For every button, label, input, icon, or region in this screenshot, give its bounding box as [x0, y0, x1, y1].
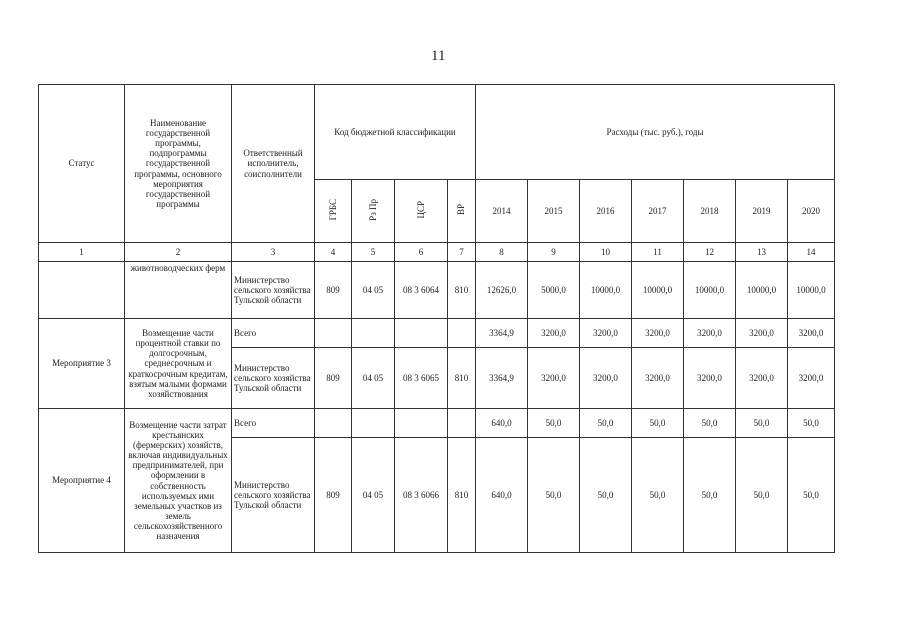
column-number: 7 [448, 243, 476, 262]
measure4-vr: 810 [448, 438, 476, 553]
header-year: 2020 [788, 180, 835, 243]
column-number: 14 [788, 243, 835, 262]
empty-cell [315, 319, 352, 348]
measure4-total-value: 50,0 [736, 409, 788, 438]
header-rzpr [352, 180, 395, 243]
measure3-total-value: 3200,0 [580, 319, 632, 348]
row-name: животноводческих ферм [125, 262, 232, 319]
header-year: 2014 [476, 180, 528, 243]
row-value: 5000,0 [528, 262, 580, 319]
measure3-csr: 08 3 6065 [395, 348, 448, 409]
measure4-value: 50,0 [580, 438, 632, 553]
row-value: 10000,0 [684, 262, 736, 319]
measure4-responsible: Министерство сельского хозяйства Тульской области [232, 438, 315, 553]
header-year: 2018 [684, 180, 736, 243]
measure3-vr: 810 [448, 348, 476, 409]
column-number: 12 [684, 243, 736, 262]
column-number: 8 [476, 243, 528, 262]
column-number: 1 [39, 243, 125, 262]
measure3-value: 3200,0 [580, 348, 632, 409]
measure3-name: Возмещение части процентной ставки по долгосрочным, среднесрочным и краткосрочным кредитам, взятым малыми формами хозяйствования [125, 319, 232, 409]
row-value: 12626,0 [476, 262, 528, 319]
empty-cell [352, 319, 395, 348]
measure4-status: Мероприятие 4 [39, 409, 125, 553]
measure3-value: 3200,0 [788, 348, 835, 409]
measure3-total-value: 3200,0 [736, 319, 788, 348]
measure4-grbs: 809 [315, 438, 352, 553]
measure4-total-value: 50,0 [632, 409, 684, 438]
column-number: 5 [352, 243, 395, 262]
header-grbs [315, 180, 352, 243]
row-value: 10000,0 [580, 262, 632, 319]
row-grbs: 809 [315, 262, 352, 319]
measure4-value: 640,0 [476, 438, 528, 553]
header-csr-text: ЦСР [415, 201, 426, 219]
row-vr: 810 [448, 262, 476, 319]
measure4-value: 50,0 [736, 438, 788, 553]
measure3-grbs: 809 [315, 348, 352, 409]
header-year: 2019 [736, 180, 788, 243]
measure3-total-label: Всего [232, 319, 315, 348]
measure4-total-value: 50,0 [788, 409, 835, 438]
column-number: 10 [580, 243, 632, 262]
header-name: Наименование государственной программы, подпрограммы государственной программы, основного мероприятия государственной программы [125, 85, 232, 243]
row-rzpr: 04 05 [352, 262, 395, 319]
measure3-value: 3200,0 [528, 348, 580, 409]
column-number: 11 [632, 243, 684, 262]
measure4-total-value: 50,0 [528, 409, 580, 438]
header-responsible: Ответственный исполнитель, соисполнители [232, 85, 315, 243]
header-budget-code: Код бюджетной классификации [315, 85, 476, 180]
measure4-value: 50,0 [528, 438, 580, 553]
measure4-value: 50,0 [684, 438, 736, 553]
column-number: 13 [736, 243, 788, 262]
empty-cell [395, 409, 448, 438]
measure4-total-value: 640,0 [476, 409, 528, 438]
header-csr [395, 180, 448, 243]
measure4-total-value: 50,0 [684, 409, 736, 438]
header-vr [448, 180, 476, 243]
measure3-total-value: 3200,0 [632, 319, 684, 348]
measure3-value: 3364,9 [476, 348, 528, 409]
measure4-rzpr: 04 05 [352, 438, 395, 553]
column-number: 6 [395, 243, 448, 262]
header-expenses: Расходы (тыс. руб.), годы [476, 85, 835, 180]
row-value: 10000,0 [736, 262, 788, 319]
page-number: 11 [431, 48, 446, 64]
column-number-row [39, 243, 835, 262]
measure3-value: 3200,0 [684, 348, 736, 409]
measure3-status: Мероприятие 3 [39, 319, 125, 409]
measure4-total-label: Всего [232, 409, 315, 438]
empty-cell [448, 409, 476, 438]
empty-cell [395, 319, 448, 348]
empty-cell [315, 409, 352, 438]
measure4-value: 50,0 [788, 438, 835, 553]
measure4-name: Возмещение части затрат крестьянских (фермерских) хозяйств, включая индивидуальных предпринимателей, при оформлении в собственность используемых ими земельных участков из земель сельскохозяйственного назначения [125, 409, 232, 553]
table-row [39, 319, 835, 348]
empty-cell [448, 319, 476, 348]
row-value: 10000,0 [632, 262, 684, 319]
table-row [39, 409, 835, 438]
row-csr: 08 3 6064 [395, 262, 448, 319]
measure4-value: 50,0 [632, 438, 684, 553]
measure3-total-value: 3200,0 [528, 319, 580, 348]
header-year: 2017 [632, 180, 684, 243]
row-responsible: Министерство сельского хозяйства Тульской области [232, 262, 315, 319]
measure3-total-value: 3364,9 [476, 319, 528, 348]
table-row [39, 262, 835, 319]
header-vr-text: ВР [456, 204, 467, 216]
column-number: 9 [528, 243, 580, 262]
measure3-total-value: 3200,0 [684, 319, 736, 348]
measure4-csr: 08 3 6066 [395, 438, 448, 553]
measure3-value: 3200,0 [632, 348, 684, 409]
empty-cell [352, 409, 395, 438]
header-year: 2016 [580, 180, 632, 243]
measure3-value: 3200,0 [736, 348, 788, 409]
measure3-total-value: 3200,0 [788, 319, 835, 348]
measure3-rzpr: 04 05 [352, 348, 395, 409]
measure4-total-value: 50,0 [580, 409, 632, 438]
header-status: Статус [39, 85, 125, 243]
header-year: 2015 [528, 180, 580, 243]
column-number: 2 [125, 243, 232, 262]
column-number: 3 [232, 243, 315, 262]
row-value: 10000,0 [788, 262, 835, 319]
header-grbs-text: ГРБС [327, 199, 338, 221]
header-row [39, 85, 835, 180]
row-status [39, 262, 125, 319]
column-number: 4 [315, 243, 352, 262]
header-rzpr-text: Рз Пр [367, 199, 378, 221]
budget-table [38, 84, 835, 553]
measure3-responsible: Министерство сельского хозяйства Тульской области [232, 348, 315, 409]
